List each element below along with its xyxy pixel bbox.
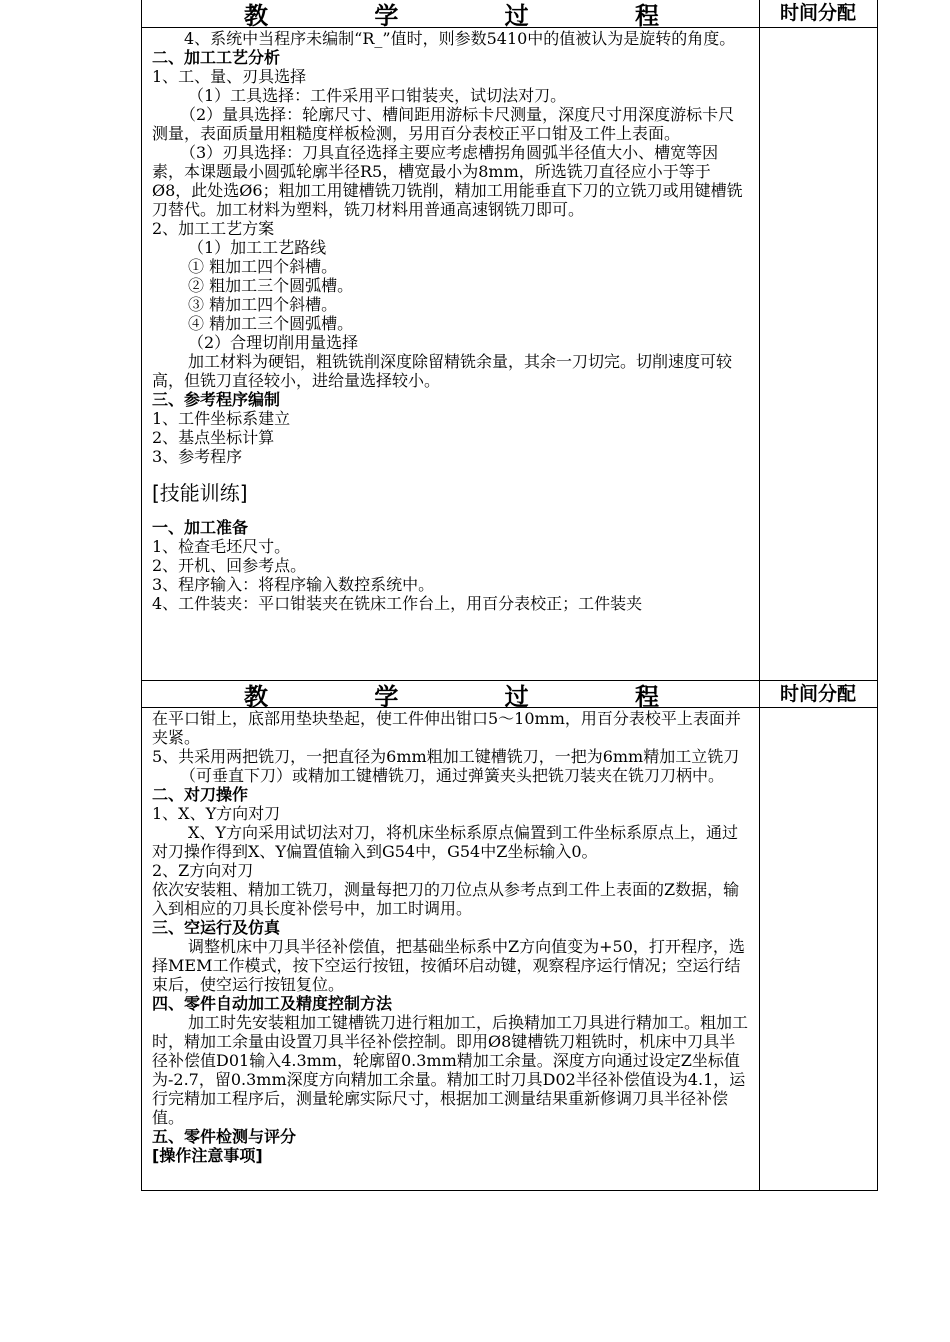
paragraph: 在平口钳上，底部用垫块垫起，使工件伸出钳口5～10mm，用百分表校平上表面并夹紧。 <box>152 709 741 747</box>
section-heading: 五、零件检测与评分 <box>152 1127 297 1146</box>
paragraph: X、Y方向采用试切法对刀，将机床坐标系原点偏置到工件坐标系原点上，通过对刀操作得到X、Y偏置值输入到G54中，G54中Z坐标输入0。 <box>152 823 738 861</box>
paragraph: （2）合理切削用量选择 <box>188 333 359 352</box>
time-allocation-heading: 时间分配 <box>779 2 856 24</box>
list-item: ③ 精加工四个斜槽。 <box>188 295 338 314</box>
section-heading: 二、对刀操作 <box>152 785 249 804</box>
section-heading: 三、空运行及仿真 <box>152 918 281 937</box>
heading-char: 教 <box>244 2 268 30</box>
paragraph: 加工时先安装粗加工键槽铣刀进行粗加工，后换精加工刀具进行精加工。粗加工时，精加工余量由设置刀具半径补偿控制。即用Ø8键槽铣刀粗铣时，机床中刀具半径补偿值D01输入4.3mm，轮廓留0.3mm精加工余量。深度方向通过设定Z坐标值为-2.7，留0.3mm深度方向精加工余量。精加工时刀具D02半径补偿值设为4.1，运行完精加工程序后，测量轮廓实际尺寸，根据加工测量结果重新修调刀具半径补偿值。 <box>152 1013 749 1127</box>
table-header <box>142 0 877 28</box>
list-item: ① 粗加工四个斜槽。 <box>188 257 338 276</box>
paragraph: 2、加工工艺方案 <box>152 219 275 238</box>
paragraph: 1、工件坐标系建立 <box>152 409 291 428</box>
paragraph: 1、工、量、刃具选择 <box>152 67 307 86</box>
column-divider <box>759 681 760 1190</box>
heading-char: 过 <box>504 682 529 711</box>
paragraph: 3、程序输入：将程序输入数控系统中。 <box>152 575 435 594</box>
section-heading: 四、零件自动加工及精度控制方法 <box>152 994 393 1013</box>
column-divider <box>759 0 760 680</box>
paragraph: 2、Z方向对刀 <box>152 861 254 880</box>
paragraph: 依次安装粗、精加工铣刀，测量每把刀的刀位点从参考点到工件上表面的Z数据，输入到相应的刀具长度补偿号中，加工时调用。 <box>152 880 740 918</box>
paragraph: 4、系统中当程序未编制“R_”值时，则参数5410中的值被认为是旋转的角度。 <box>184 29 736 48</box>
list-item: ② 粗加工三个圆弧槽。 <box>188 276 354 295</box>
paragraph: （3）刃具选择：刀具直径选择主要应考虑槽拐角圆弧半径值大小、槽宽等因素，本课题最小圆弧轮廓半径R5，槽宽最小为8mm，所选铣刀直径应小于等于Ø8，此处选Ø6；粗加工用键槽铣刀铣削，精加工用能垂直下刀的立铣刀或用键槽铣刀替代。加工材料为塑料，铣刀材料用普通高速钢铣刀即可。 <box>152 143 743 219</box>
paragraph: （1）加工工艺路线 <box>188 238 327 257</box>
lesson-table-1 <box>141 0 878 681</box>
teaching-process-heading <box>142 0 759 30</box>
notes-heading: [操作注意事项] <box>152 1146 263 1165</box>
paragraph: （2）量具选择：轮廓尺寸、槽间距用游标卡尺测量，深度尺寸用深度游标卡尺测量，表面质量用粗糙度样板检测，另用百分表校正平口钳及工件上表面。 <box>152 105 735 143</box>
skill-training-heading: [技能训练] <box>152 481 248 505</box>
list-item: ④ 精加工三个圆弧槽。 <box>188 314 354 333</box>
paragraph: 5、共采用两把铣刀，一把直径为6mm粗加工键槽铣刀，一把为6mm精加工立铣刀（可垂直下刀）或精加工键槽铣刀，通过弹簧夹头把铣刀装夹在铣刀刀柄中。 <box>152 747 740 785</box>
section-heading: 二、加工工艺分析 <box>152 48 281 67</box>
heading-char: 学 <box>374 682 399 711</box>
heading-char: 程 <box>634 682 659 711</box>
heading-char: 程 <box>634 2 659 30</box>
paragraph: 加工材料为硬铝，粗铣铣削深度除留精铣余量，其余一刀切完。切削速度可较高，但铣刀直径较小，进给量选择较小。 <box>152 352 733 390</box>
heading-char: 教 <box>244 682 268 711</box>
paragraph: 3、参考程序 <box>152 447 243 466</box>
paragraph: 2、开机、回参考点。 <box>152 556 307 575</box>
section-heading: 一、加工准备 <box>152 518 249 537</box>
paragraph: 2、基点坐标计算 <box>152 428 275 447</box>
paragraph: 1、X、Y方向对刀 <box>152 804 281 823</box>
process-content <box>152 29 750 613</box>
process-content <box>152 709 750 1165</box>
heading-char: 学 <box>374 2 399 30</box>
paragraph: 1、检查毛坯尺寸。 <box>152 537 291 556</box>
section-heading: 三、参考程序编制 <box>152 390 281 409</box>
paragraph: 调整机床中刀具半径补偿值，把基础坐标系中Z方向值变为+50，打开程序，选择MEM工作模式，按下空运行按钮，按循环启动键，观察程序运行情况；空运行结束后，使空运行按钮复位。 <box>152 937 745 994</box>
table-header <box>142 681 877 711</box>
teaching-process-heading <box>142 681 759 711</box>
lesson-table-2 <box>141 680 878 1191</box>
heading-char: 过 <box>504 2 529 30</box>
time-allocation-heading: 时间分配 <box>779 683 856 705</box>
paragraph: （1）工具选择：工件采用平口钳装夹，试切法对刀。 <box>188 86 567 105</box>
paragraph: 4、工件装夹：平口钳装夹在铣床工作台上，用百分表校正；工件装夹 <box>152 594 643 613</box>
